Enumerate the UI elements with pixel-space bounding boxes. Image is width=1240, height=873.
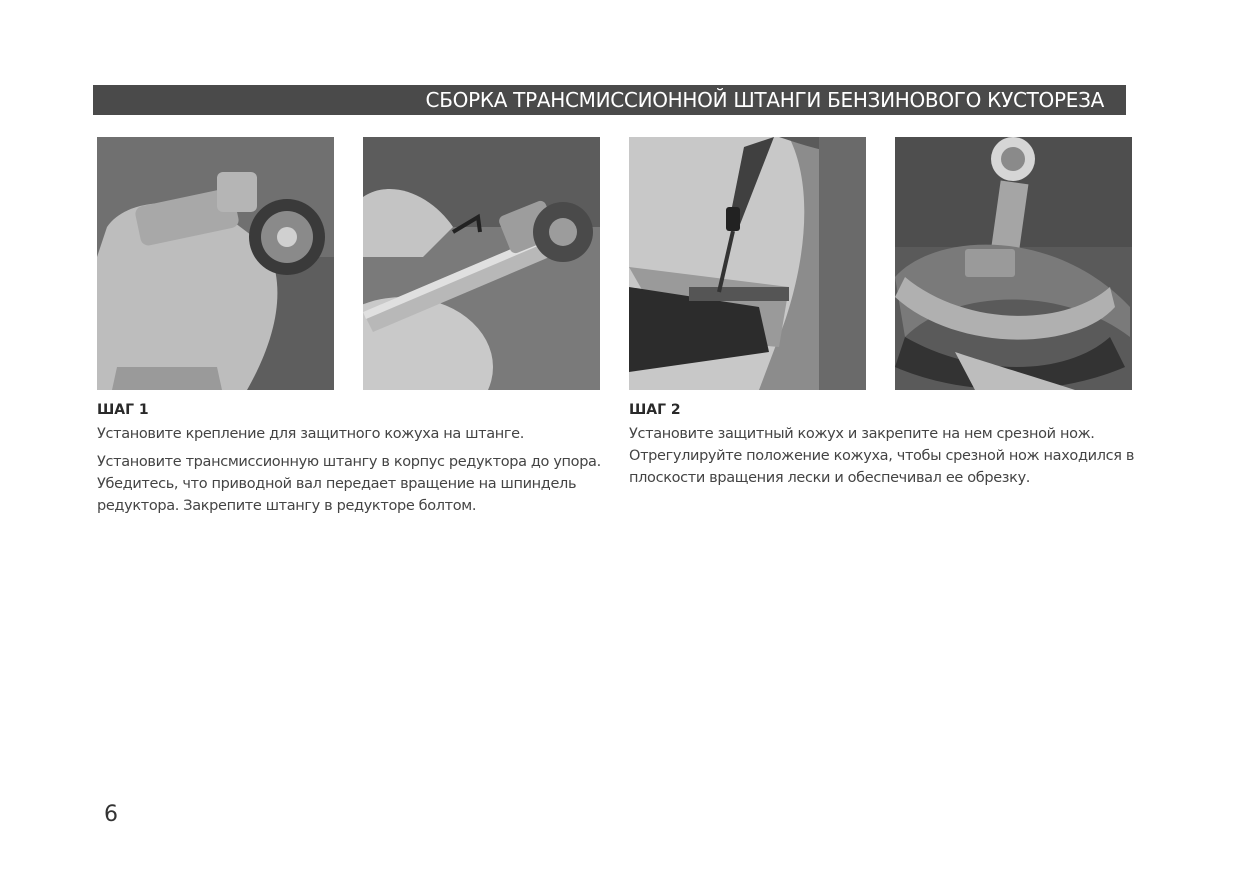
step-2-title: ШАГ 2 bbox=[629, 402, 681, 418]
hand-holding-gearbox-photo bbox=[97, 137, 334, 390]
guard-with-blade-mounted-photo bbox=[895, 137, 1132, 390]
page-number: 6 bbox=[104, 802, 118, 827]
step-2-paragraph-1: Установите защитный кожух и закрепите на нем срезной нож. Отрегулируйте положение кожуха, чтобы срезной нож находился в плоскости вращения лески и обеспечивал ее обрезку. bbox=[629, 426, 1135, 486]
step-1 bbox=[97, 401, 602, 523]
step-2 bbox=[629, 401, 1144, 495]
step-1-title: ШАГ 1 bbox=[97, 402, 149, 418]
step-1-paragraph-2: Установите трансмиссионную штангу в корпус редуктора до упора. Убедитесь, что приводной вал передает вращение на шпиндель редуктора. Закрепите штангу в редукторе болтом. bbox=[97, 454, 601, 514]
header-bar bbox=[93, 85, 1126, 115]
guard-bolt-screwdriver-photo bbox=[629, 137, 866, 390]
step-1-paragraph-1: Установите крепление для защитного кожуха на штанге. bbox=[97, 426, 524, 442]
hex-key-tightening-shaft-photo bbox=[363, 137, 600, 390]
page-title: СБОРКА ТРАНСМИССИОННОЙ ШТАНГИ БЕНЗИНОВОГО КУСТОРЕЗА bbox=[425, 88, 1104, 112]
